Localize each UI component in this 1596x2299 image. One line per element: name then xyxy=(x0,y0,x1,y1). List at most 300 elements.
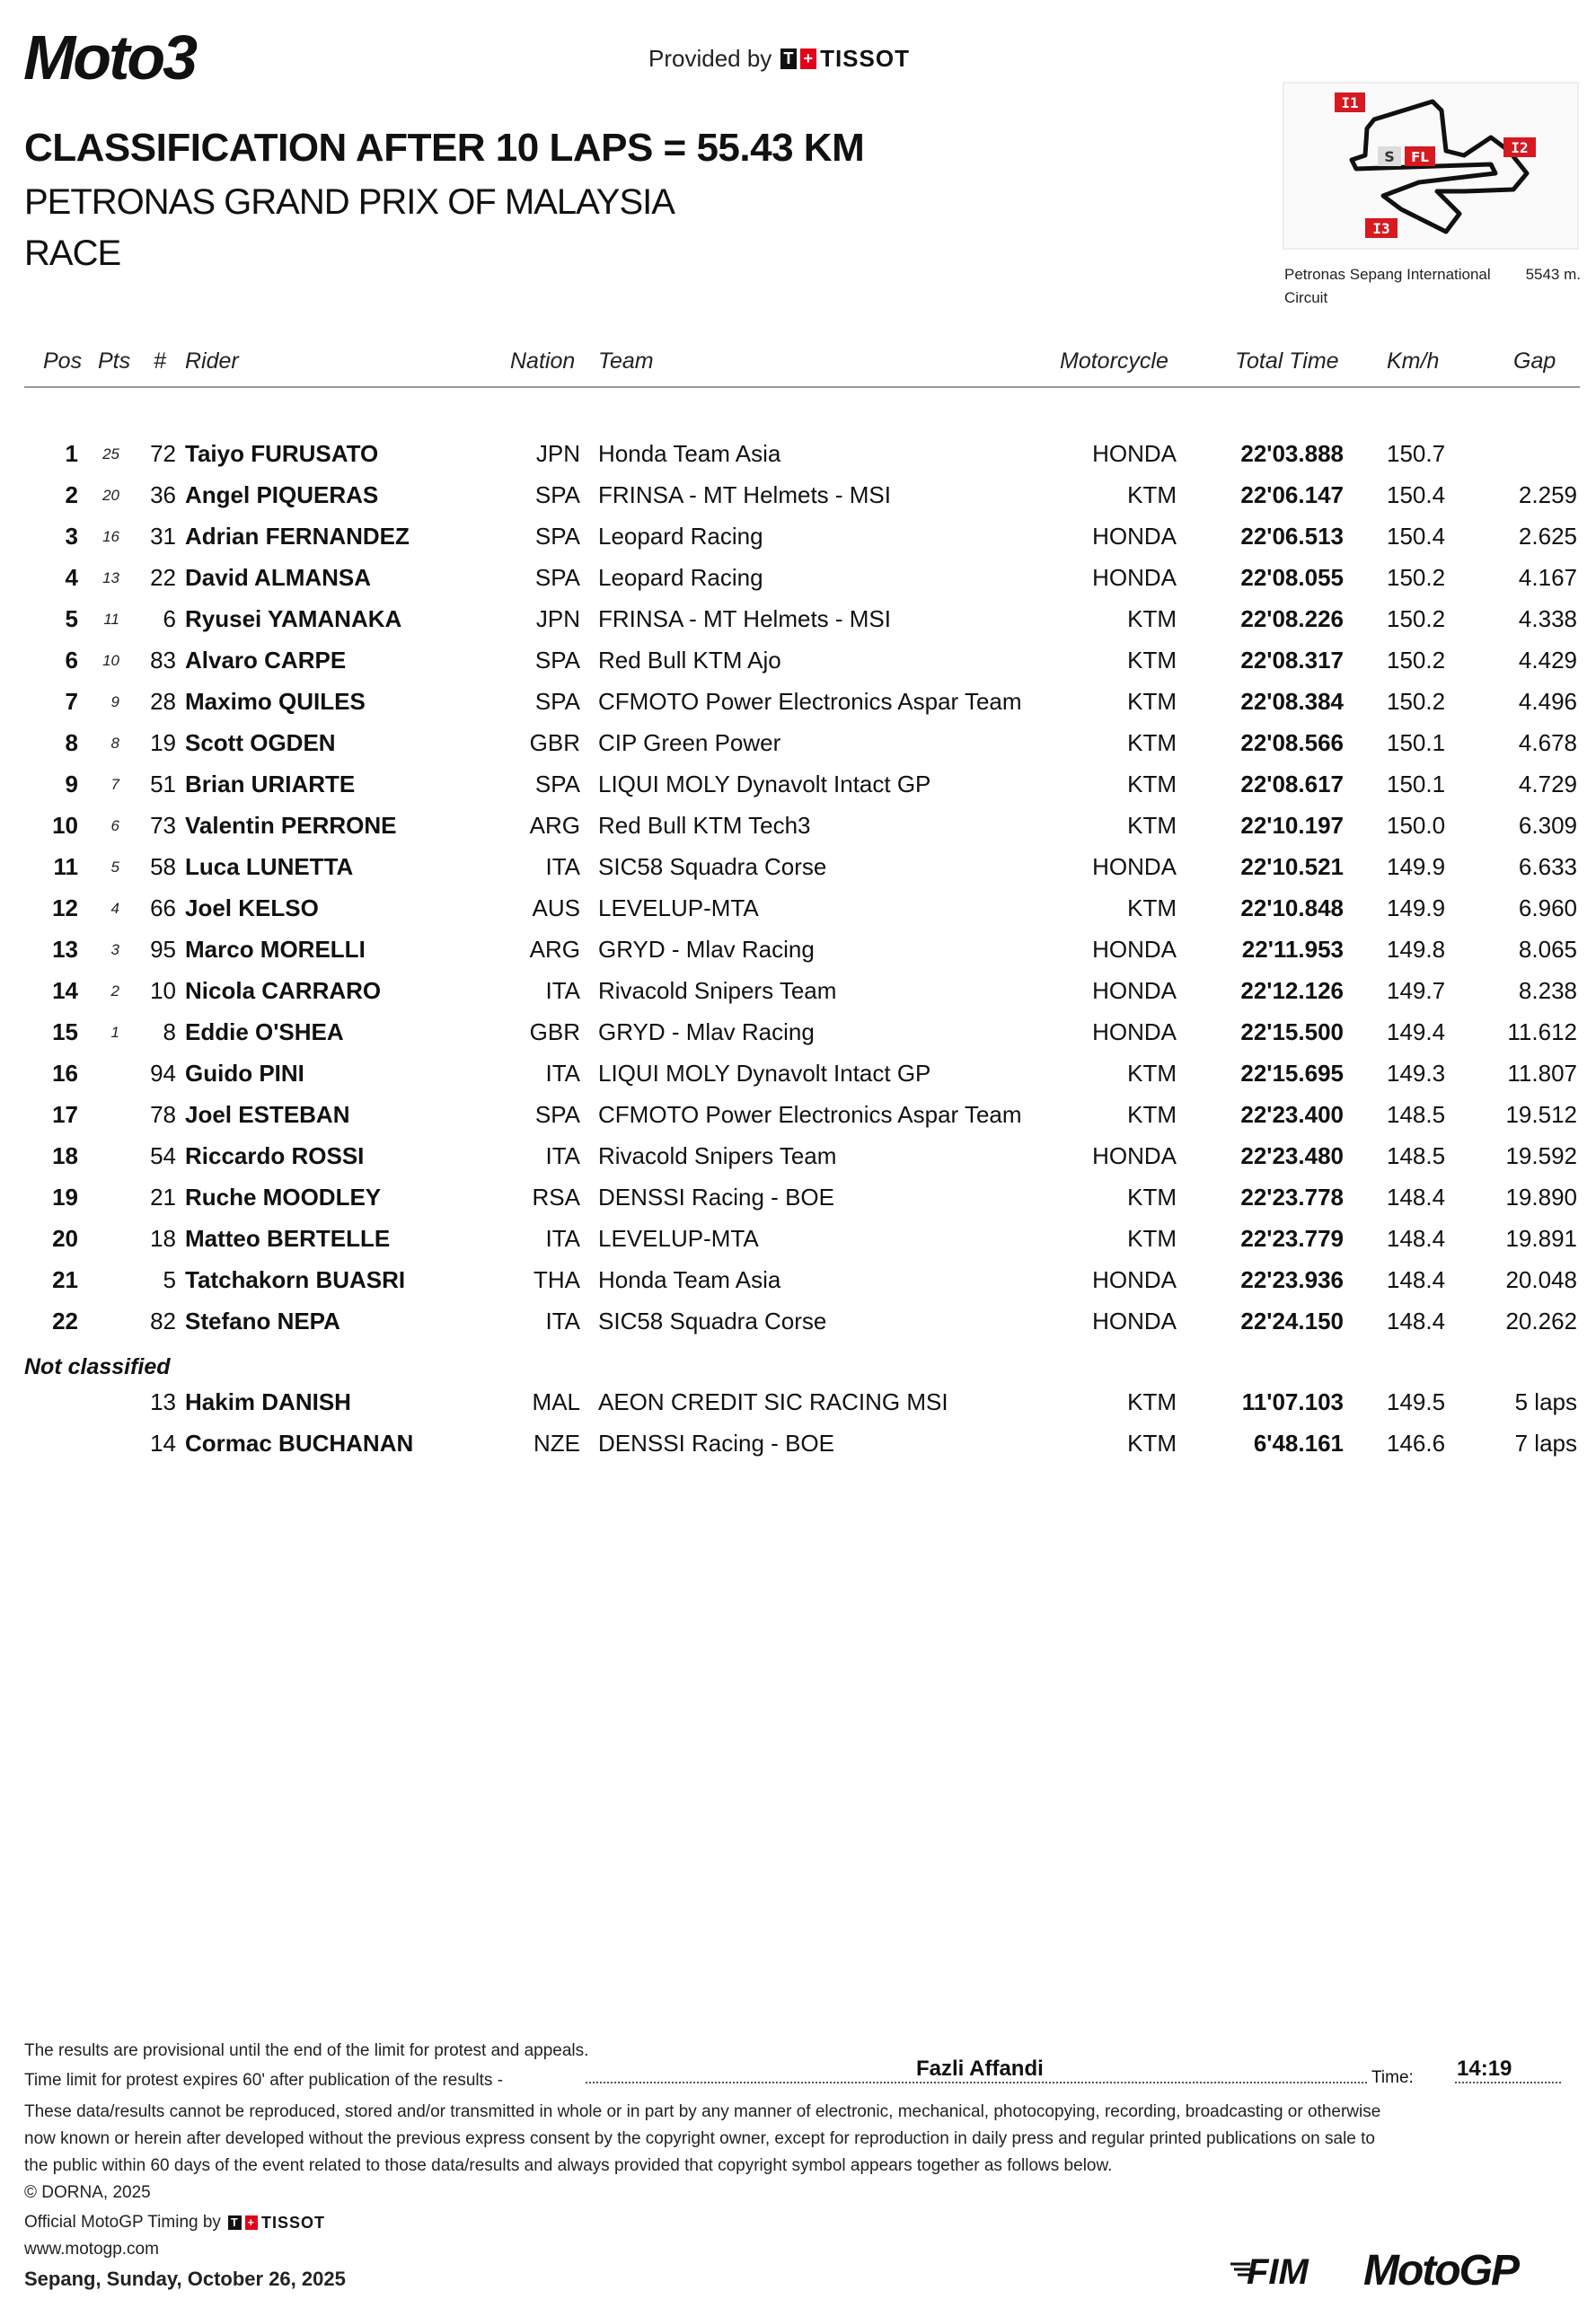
rider-motorcycle: KTM xyxy=(1127,894,1177,921)
fim-logo xyxy=(1230,2250,1320,2287)
rider-number: 66 xyxy=(150,894,176,921)
rider-number: 6 xyxy=(163,605,176,632)
table-row xyxy=(0,1060,1596,1101)
col-header-team: Team xyxy=(598,348,654,374)
rider-motorcycle: HONDA xyxy=(1092,1018,1177,1045)
rider-name: Tatchakorn BUASRI xyxy=(185,1266,406,1293)
official-signature: Fazli Affandi xyxy=(916,2057,1044,2081)
provided-by xyxy=(648,45,910,73)
rider-nation: SPA xyxy=(534,564,580,591)
tissot-logo-footer: T + TISSOT xyxy=(228,2214,325,2233)
rider-nation: SPA xyxy=(534,1101,580,1128)
rider-gap: 20.048 xyxy=(1505,1266,1577,1293)
rider-points: 16 xyxy=(102,528,119,545)
copyright-line-1: These data/results cannot be reproduced, stored and/or transmitted in whole or in part by any manner of electronic, mechanical, photocopying, recording, broadcasting or otherwise xyxy=(24,2102,1381,2121)
rider-points: 5 xyxy=(110,859,119,876)
rider-gap: 11.807 xyxy=(1507,1060,1577,1087)
rider-position: 6 xyxy=(65,647,78,674)
table-row xyxy=(0,1266,1596,1308)
rider-total-time: 22'23.400 xyxy=(1240,1101,1344,1128)
rider-number: 83 xyxy=(150,647,176,674)
rider-gap: 6.633 xyxy=(1518,853,1577,880)
marker-finish-line: FL xyxy=(1411,149,1429,165)
table-row xyxy=(0,1430,1596,1471)
rider-nation: ITA xyxy=(545,1142,580,1169)
table-row xyxy=(0,894,1596,936)
rider-name: Ruche MOODLEY xyxy=(185,1184,382,1211)
col-header-kmh: Km/h xyxy=(1387,348,1440,374)
rider-motorcycle: KTM xyxy=(1127,605,1177,632)
header-divider xyxy=(24,386,1580,388)
rider-motorcycle: KTM xyxy=(1127,1060,1177,1087)
rider-nation: MAL xyxy=(532,1388,580,1415)
rider-nation: ARG xyxy=(529,936,580,963)
provided-by-label: Provided by xyxy=(648,45,772,72)
rider-points: 1 xyxy=(110,1024,119,1041)
rider-team: GRYD - Mlav Racing xyxy=(598,1018,815,1045)
rider-name: David ALMANSA xyxy=(185,564,372,591)
rider-nation: SPA xyxy=(534,771,580,797)
table-row xyxy=(0,771,1596,812)
rider-gap: 6.960 xyxy=(1518,894,1577,921)
motogp-logo-text: MotoGP xyxy=(1363,2247,1518,2290)
rider-gap: 5 laps xyxy=(1514,1388,1577,1415)
rider-nation: ARG xyxy=(529,812,580,839)
rider-total-time: 22'23.779 xyxy=(1240,1225,1344,1252)
rider-gap: 2.625 xyxy=(1518,523,1577,550)
rider-points: 13 xyxy=(102,569,119,586)
rider-motorcycle: KTM xyxy=(1127,1225,1177,1252)
rider-number: 95 xyxy=(150,936,176,963)
rider-name: Alvaro CARPE xyxy=(185,647,347,674)
rider-nation: SPA xyxy=(534,688,580,715)
rider-name: Valentin PERRONE xyxy=(185,812,397,839)
rider-position: 10 xyxy=(52,812,78,839)
rider-speed: 148.5 xyxy=(1387,1142,1446,1169)
rider-position: 20 xyxy=(52,1225,78,1252)
table-row xyxy=(0,1225,1596,1266)
not-classified-label: Not classified xyxy=(24,1354,171,1379)
rider-speed: 146.6 xyxy=(1387,1430,1446,1457)
rider-motorcycle: HONDA xyxy=(1092,1266,1177,1293)
rider-speed: 149.4 xyxy=(1387,1018,1446,1045)
rider-name: Riccardo ROSSI xyxy=(185,1142,365,1169)
rider-speed: 150.1 xyxy=(1387,771,1446,797)
rider-nation: JPN xyxy=(535,605,580,632)
fim-logo-text: FIM xyxy=(1247,2252,1309,2287)
rider-speed: 150.2 xyxy=(1387,647,1446,674)
table-row xyxy=(0,936,1596,977)
rider-motorcycle: KTM xyxy=(1127,647,1177,674)
rider-total-time: 22'08.226 xyxy=(1240,605,1344,632)
col-header-nation: Nation xyxy=(510,348,576,374)
rider-motorcycle: KTM xyxy=(1127,729,1177,756)
page-title: CLASSIFICATION AFTER 10 LAPS = 55.43 KM xyxy=(24,126,865,170)
rider-name: Brian URIARTE xyxy=(185,771,356,797)
rider-points: 4 xyxy=(110,900,119,917)
rider-position: 12 xyxy=(52,894,78,921)
table-row xyxy=(0,523,1596,564)
rider-number: 21 xyxy=(150,1184,176,1211)
rider-number: 73 xyxy=(150,812,176,839)
rider-nation: SPA xyxy=(534,523,580,550)
table-row xyxy=(0,481,1596,523)
protest-limit-notice: Time limit for protest expires 60' after publication of the results - xyxy=(24,2071,504,2090)
table-row xyxy=(0,1184,1596,1225)
rider-nation: ITA xyxy=(545,853,580,880)
rider-nation: ITA xyxy=(545,1308,580,1334)
rider-points: 2 xyxy=(110,982,119,1000)
rider-motorcycle: HONDA xyxy=(1092,936,1177,963)
rider-number: 8 xyxy=(163,1018,176,1045)
rider-team: Rivacold Snipers Team xyxy=(598,977,837,1004)
table-row xyxy=(0,812,1596,853)
rider-number: 72 xyxy=(150,440,176,467)
rider-total-time: 22'23.778 xyxy=(1240,1184,1344,1211)
rider-speed: 148.4 xyxy=(1387,1225,1446,1252)
rider-gap: 4.429 xyxy=(1518,647,1577,674)
rider-motorcycle: HONDA xyxy=(1092,523,1177,550)
rider-motorcycle: KTM xyxy=(1127,688,1177,715)
rider-gap: 8.238 xyxy=(1518,977,1577,1004)
rider-position: 9 xyxy=(65,771,78,797)
rider-motorcycle: KTM xyxy=(1127,1388,1177,1415)
rider-team: CIP Green Power xyxy=(598,729,781,756)
rider-total-time: 22'08.317 xyxy=(1240,647,1344,674)
rider-name: Taiyo FURUSATO xyxy=(185,440,379,467)
table-row xyxy=(0,440,1596,481)
rider-speed: 148.5 xyxy=(1387,1101,1446,1128)
dorna-copyright: © DORNA, 2025 xyxy=(24,2183,151,2202)
circuit-name-line2: Circuit xyxy=(1284,289,1328,306)
rider-motorcycle: KTM xyxy=(1127,771,1177,797)
rider-position: 17 xyxy=(52,1101,78,1128)
col-header-rider: Rider xyxy=(185,348,239,374)
table-row xyxy=(0,688,1596,729)
rider-total-time: 22'10.197 xyxy=(1240,812,1344,839)
table-row xyxy=(0,1388,1596,1430)
rider-gap: 4.167 xyxy=(1518,564,1577,591)
rider-team: FRINSA - MT Helmets - MSI xyxy=(598,605,891,632)
circuit-length: 5543 m. xyxy=(1525,266,1581,283)
rider-points: 10 xyxy=(102,652,119,669)
provisional-notice: The results are provisional until the end of the limit for protest and appeals. xyxy=(24,2041,589,2060)
rider-gap: 19.891 xyxy=(1505,1225,1577,1252)
rider-gap: 4.338 xyxy=(1518,605,1577,632)
marker-start: S xyxy=(1384,148,1395,165)
table-row xyxy=(0,564,1596,605)
rider-total-time: 22'08.055 xyxy=(1240,564,1344,591)
rider-team: LEVELUP-MTA xyxy=(598,894,759,921)
marker-i1: I1 xyxy=(1341,94,1359,111)
rider-name: Angel PIQUERAS xyxy=(185,481,379,508)
rider-position: 13 xyxy=(52,936,78,963)
rider-name: Scott OGDEN xyxy=(185,729,336,756)
table-row xyxy=(0,1101,1596,1142)
table-row xyxy=(0,1018,1596,1060)
rider-name: Nicola CARRARO xyxy=(185,977,382,1004)
rider-motorcycle: KTM xyxy=(1127,1430,1177,1457)
rider-name: Guido PINI xyxy=(185,1060,304,1087)
rider-motorcycle: KTM xyxy=(1127,1184,1177,1211)
rider-number: 10 xyxy=(150,977,176,1004)
marker-i3: I3 xyxy=(1372,220,1390,237)
rider-speed: 150.2 xyxy=(1387,605,1446,632)
rider-motorcycle: KTM xyxy=(1127,812,1177,839)
col-header-pos: Pos xyxy=(43,348,83,374)
rider-nation: AUS xyxy=(532,894,580,921)
swiss-cross-icon: + xyxy=(245,2215,258,2231)
rider-gap: 20.262 xyxy=(1505,1308,1577,1334)
rider-nation: GBR xyxy=(529,729,580,756)
rider-name: Marco MORELLI xyxy=(185,936,366,963)
rider-name: Hakim DANISH xyxy=(185,1388,351,1415)
rider-total-time: 22'08.566 xyxy=(1240,729,1344,756)
rider-team: SIC58 Squadra Corse xyxy=(598,853,827,880)
rider-gap: 19.512 xyxy=(1505,1101,1577,1128)
rider-team: DENSSI Racing - BOE xyxy=(598,1430,834,1457)
rider-motorcycle: KTM xyxy=(1127,481,1177,508)
rider-number: 28 xyxy=(150,688,176,715)
circuit-info xyxy=(1284,263,1581,310)
rider-speed: 149.5 xyxy=(1387,1388,1446,1415)
rider-team: Red Bull KTM Tech3 xyxy=(598,812,811,839)
rider-points: 20 xyxy=(102,487,119,504)
rider-points: 9 xyxy=(110,693,119,710)
rider-motorcycle: HONDA xyxy=(1092,564,1177,591)
session-name: RACE xyxy=(24,233,121,273)
rider-gap: 2.259 xyxy=(1518,481,1577,508)
rider-motorcycle: HONDA xyxy=(1092,440,1177,467)
rider-number: 36 xyxy=(150,481,176,508)
circuit-map xyxy=(1283,82,1579,250)
publication-time: 14:19 xyxy=(1457,2057,1512,2081)
rider-team: LIQUI MOLY Dynavolt Intact GP xyxy=(598,771,931,797)
rider-speed: 150.7 xyxy=(1387,440,1446,467)
rider-speed: 148.4 xyxy=(1387,1266,1446,1293)
official-timing xyxy=(24,2213,325,2233)
website-link[interactable]: www.motogp.com xyxy=(24,2240,159,2259)
rider-gap: 8.065 xyxy=(1518,936,1577,963)
rider-nation: NZE xyxy=(533,1430,580,1457)
rider-name: Adrian FERNANDEZ xyxy=(185,523,410,550)
rider-name: Joel ESTEBAN xyxy=(185,1101,350,1128)
moto3-logo-text: Moto3 xyxy=(23,27,196,90)
col-header-gap: Gap xyxy=(1513,348,1556,374)
rider-total-time: 22'10.848 xyxy=(1240,894,1344,921)
rider-motorcycle: HONDA xyxy=(1092,977,1177,1004)
marker-i2: I2 xyxy=(1511,139,1529,156)
rider-nation: RSA xyxy=(532,1184,580,1211)
rider-total-time: 22'10.521 xyxy=(1240,853,1344,880)
rider-nation: ITA xyxy=(545,1225,580,1252)
rider-points: 8 xyxy=(110,735,119,752)
rider-speed: 148.4 xyxy=(1387,1184,1446,1211)
rider-number: 54 xyxy=(150,1142,176,1169)
rider-points: 7 xyxy=(110,776,119,793)
rider-team: LIQUI MOLY Dynavolt Intact GP xyxy=(598,1060,931,1087)
rider-name: Maximo QUILES xyxy=(185,688,366,715)
rider-team: GRYD - Mlav Racing xyxy=(598,936,815,963)
rider-total-time: 22'08.384 xyxy=(1240,688,1344,715)
rider-name: Matteo BERTELLE xyxy=(185,1225,391,1252)
rider-position: 5 xyxy=(65,605,78,632)
rider-team: FRINSA - MT Helmets - MSI xyxy=(598,481,891,508)
tissot-t-icon: T xyxy=(228,2215,242,2231)
rider-position: 7 xyxy=(65,688,78,715)
rider-gap: 4.496 xyxy=(1518,688,1577,715)
rider-nation: THA xyxy=(533,1266,580,1293)
rider-total-time: 22'06.513 xyxy=(1240,523,1344,550)
rider-motorcycle: HONDA xyxy=(1092,853,1177,880)
rider-position: 11 xyxy=(53,853,78,880)
copyright-line-2: now known or herein after developed without the previous express consent by the copyright owner, except for reproduction in daily press and regular printed publications on sale to xyxy=(24,2129,1375,2148)
rider-speed: 150.4 xyxy=(1387,523,1446,550)
table-row xyxy=(0,647,1596,688)
rider-position: 8 xyxy=(65,729,78,756)
track-outline xyxy=(1352,101,1527,232)
rider-points: 11 xyxy=(103,611,119,628)
rider-nation: JPN xyxy=(535,440,580,467)
table-row xyxy=(0,729,1596,771)
rider-speed: 150.4 xyxy=(1387,481,1446,508)
rider-number: 78 xyxy=(150,1101,176,1128)
rider-team: Red Bull KTM Ajo xyxy=(598,647,781,674)
rider-motorcycle: KTM xyxy=(1127,1101,1177,1128)
rider-total-time: 22'15.500 xyxy=(1240,1018,1344,1045)
rider-position: 14 xyxy=(52,977,78,1004)
time-label: Time: xyxy=(1371,2068,1414,2087)
rider-total-time: 22'23.480 xyxy=(1240,1142,1344,1169)
rider-gap: 6.309 xyxy=(1518,812,1577,839)
rider-speed: 150.0 xyxy=(1387,812,1446,839)
rider-speed: 150.1 xyxy=(1387,729,1446,756)
rider-position: 4 xyxy=(65,564,78,591)
table-row xyxy=(0,977,1596,1018)
rider-total-time: 6'48.161 xyxy=(1253,1430,1344,1457)
rider-number: 51 xyxy=(150,771,176,797)
rider-team: AEON CREDIT SIC RACING MSI xyxy=(598,1388,948,1415)
rider-team: DENSSI Racing - BOE xyxy=(598,1184,834,1211)
rider-nation: SPA xyxy=(534,481,580,508)
rider-gap: 19.890 xyxy=(1505,1184,1577,1211)
rider-total-time: 22'23.936 xyxy=(1240,1266,1344,1293)
rider-total-time: 11'07.103 xyxy=(1241,1388,1344,1415)
moto3-logo xyxy=(23,27,347,90)
rider-team: CFMOTO Power Electronics Aspar Team xyxy=(598,688,1022,715)
event-name: PETRONAS GRAND PRIX OF MALAYSIA xyxy=(24,182,675,222)
rider-number: 58 xyxy=(150,853,176,880)
col-header-pts: Pts xyxy=(98,348,131,374)
table-row xyxy=(0,853,1596,894)
table-row xyxy=(0,605,1596,647)
rider-position: 2 xyxy=(65,481,78,508)
rider-total-time: 22'24.150 xyxy=(1240,1308,1344,1334)
rider-total-time: 22'11.953 xyxy=(1241,936,1344,963)
rider-speed: 149.3 xyxy=(1387,1060,1446,1087)
rider-team: Rivacold Snipers Team xyxy=(598,1142,837,1169)
rider-nation: ITA xyxy=(545,1060,580,1087)
rider-position: 15 xyxy=(52,1018,78,1045)
rider-points: 3 xyxy=(110,941,119,958)
rider-gap: 7 laps xyxy=(1514,1430,1577,1457)
rider-position: 18 xyxy=(52,1142,78,1169)
rider-nation: GBR xyxy=(529,1018,580,1045)
swiss-cross-icon: + xyxy=(800,48,816,68)
rider-position: 16 xyxy=(52,1060,78,1087)
rider-name: Stefano NEPA xyxy=(185,1308,340,1334)
rider-speed: 148.4 xyxy=(1387,1308,1446,1334)
rider-name: Joel KELSO xyxy=(185,894,319,921)
rider-number: 22 xyxy=(150,564,176,591)
copyright-line-3: the public within 60 days of the event related to those data/results and always provided that copyright symbol appears together as follows below. xyxy=(24,2156,1113,2175)
rider-number: 14 xyxy=(150,1430,176,1457)
table-row xyxy=(0,1308,1596,1349)
rider-position: 22 xyxy=(52,1308,78,1334)
motogp-logo xyxy=(1363,2245,1579,2290)
tissot-t-icon: T xyxy=(780,48,797,68)
col-header-motorcycle: Motorcycle xyxy=(1060,348,1168,374)
rider-team: LEVELUP-MTA xyxy=(598,1225,759,1252)
rider-number: 82 xyxy=(150,1308,176,1334)
rider-total-time: 22'12.126 xyxy=(1240,977,1344,1004)
location-date: Sepang, Sunday, October 26, 2025 xyxy=(24,2268,346,2290)
rider-team: Honda Team Asia xyxy=(598,440,781,467)
rider-team: Leopard Racing xyxy=(598,564,763,591)
rider-name: Cormac BUCHANAN xyxy=(185,1430,414,1457)
rider-speed: 150.2 xyxy=(1387,564,1446,591)
rider-motorcycle: HONDA xyxy=(1092,1142,1177,1169)
signature-dotted-line xyxy=(586,2082,1367,2083)
rider-gap: 4.729 xyxy=(1518,771,1577,797)
rider-speed: 149.7 xyxy=(1387,977,1446,1004)
rider-name: Ryusei YAMANAKA xyxy=(185,605,402,632)
tissot-logo: T + TISSOT xyxy=(780,45,910,73)
rider-position: 19 xyxy=(52,1184,78,1211)
rider-team: Leopard Racing xyxy=(598,523,763,550)
rider-speed: 150.2 xyxy=(1387,688,1446,715)
rider-gap: 4.678 xyxy=(1518,729,1577,756)
rider-team: CFMOTO Power Electronics Aspar Team xyxy=(598,1101,1022,1128)
rider-number: 5 xyxy=(163,1266,176,1293)
rider-speed: 149.9 xyxy=(1387,853,1446,880)
rider-total-time: 22'06.147 xyxy=(1240,481,1344,508)
rider-total-time: 22'15.695 xyxy=(1240,1060,1344,1087)
rider-points: 6 xyxy=(110,817,119,834)
rider-nation: ITA xyxy=(545,977,580,1004)
rider-number: 18 xyxy=(150,1225,176,1252)
rider-motorcycle: HONDA xyxy=(1092,1308,1177,1334)
rider-position: 21 xyxy=(52,1266,78,1293)
rider-nation: SPA xyxy=(534,647,580,674)
col-header-num: # xyxy=(154,348,166,374)
rider-team: Honda Team Asia xyxy=(598,1266,781,1293)
rider-team: SIC58 Squadra Corse xyxy=(598,1308,827,1334)
rider-points: 25 xyxy=(102,445,119,462)
rider-position: 3 xyxy=(65,523,78,550)
time-dotted-line xyxy=(1455,2082,1561,2083)
rider-name: Eddie O'SHEA xyxy=(185,1018,344,1045)
rider-number: 31 xyxy=(150,523,176,550)
col-header-total-time: Total Time xyxy=(1235,348,1339,374)
rider-gap: 11.612 xyxy=(1507,1018,1577,1045)
rider-number: 19 xyxy=(150,729,176,756)
rider-total-time: 22'03.888 xyxy=(1240,440,1344,467)
rider-gap: 19.592 xyxy=(1505,1142,1577,1169)
official-timing-label: Official MotoGP Timing by xyxy=(24,2213,221,2232)
rider-number: 13 xyxy=(150,1388,176,1415)
table-row xyxy=(0,1142,1596,1184)
